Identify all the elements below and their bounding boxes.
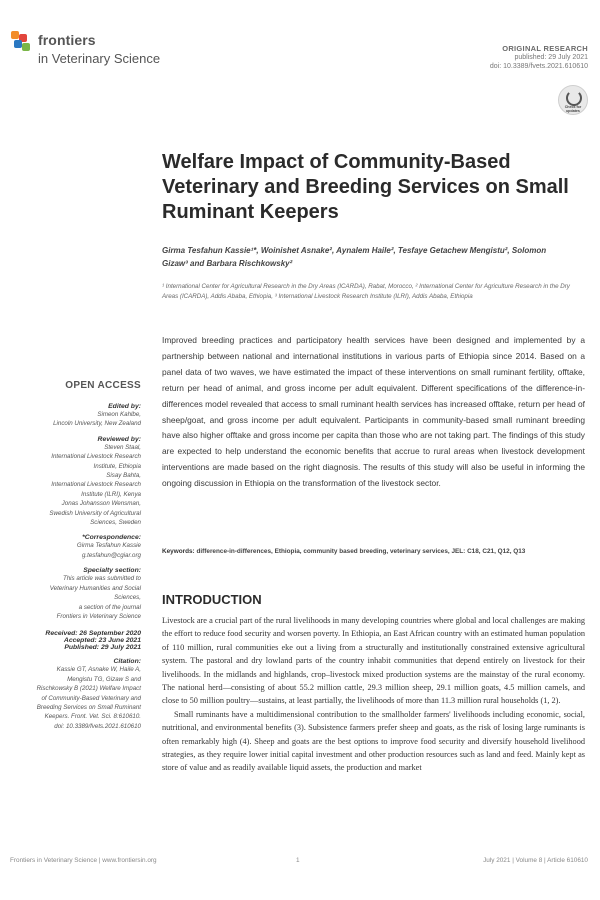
reviewer-line: Institute, Ethiopia xyxy=(93,462,141,470)
specialty-line: Veterinary Humanities and Social xyxy=(49,584,141,592)
specialty-line: Sciences, xyxy=(114,594,141,602)
paragraph: Livestock are a crucial part of the rural livelihoods in many developing countries where global and local challenges are making the effort to reduce food security and worsen poverty. In Ethiopia, an East African country with an estimated human population of 110 million, rural communities eke out a living from a structurally and institutionally constrained extensive agricultural system. The pastoral and dry lowland parts of the country inhabit communities that depend entirely on livestock for their livelihoods. In the midlands and highlands, crop–livestock mixed production systems are the mainstay of the rural economy. The national herd—consisting of about 55.2 million cattle, 29.3 million sheep, 29.1 million goats, 4.5 million camels, and close to 50 million poultry—sustains, at least partially, the livelihoods of more than 11.3 million rural households (1, 2). xyxy=(162,616,585,706)
reviewer-line: Institute (ILRI), Kenya xyxy=(81,490,141,498)
journal-logo xyxy=(10,30,210,72)
keywords-label: Keywords: xyxy=(162,548,195,555)
open-access-label: OPEN ACCESS xyxy=(65,380,141,391)
citation-line: Keepers. Front. Vet. Sci. 8:610610. xyxy=(44,713,141,721)
reviewer-line: Sciences, Sweden xyxy=(90,519,141,527)
citation-line: of Community-Based Veterinary and xyxy=(41,694,141,702)
reviewer-line: International Livestock Research xyxy=(51,453,141,461)
affiliations: ¹ International Center for Agricultural Research in the Dry Areas (ICARDA), Rabat, Morocco, ² International Center for Agriculture Research in the Dry Areas (ICARDA), Addis Ababa, Ethiopia, ³ International Livestock Research Institute (ILRI), Addis Ababa, Ethiopia xyxy=(162,283,570,300)
reviewed-by-heading: Reviewed by: xyxy=(97,435,141,443)
paragraph: Small ruminants have a multidimensional contribution to the smallholder farmers' livelihoods including economic, social, nutritional, and environmental benefits (3). Subsistence farmers prefer sheep and goats, as the risk of losing large ruminants is often remarkably high (4). Sheep and goats are the best options to improve food security and diversify household livelihood strategies, as they require lower initial capital investment and other production resources such as land and feed. Mainly kept as store of value and as readily available liquid assets, the production and market xyxy=(162,709,585,773)
editor-name: Simeon Kahlbe, xyxy=(97,411,141,418)
received-date: Received: 26 September 2020 xyxy=(45,630,141,638)
reviewer-line: Sisay Bahta, xyxy=(106,472,141,480)
check-for-updates-badge[interactable] xyxy=(558,85,588,115)
reviewer-line: Steven Staal, xyxy=(104,443,141,451)
correspondence-email[interactable]: g.tesfahun@cgiar.org xyxy=(81,551,141,559)
reviewer-line: Jonas Johansson Wensman, xyxy=(61,500,141,508)
correspondence-heading: *Correspondence: xyxy=(82,534,141,542)
sidebar xyxy=(10,380,141,731)
edited-by-heading: Edited by: xyxy=(108,403,141,410)
keywords-list: difference-in-differences, Ethiopia, community based breeding, veterinary services, JEL: C18, C21, Q12, Q13 xyxy=(196,548,526,555)
footer-journal[interactable]: Frontiers in Veterinary Science | www.frontiersin.org xyxy=(10,857,157,864)
reviewer-line: International Livestock Research xyxy=(51,481,141,489)
published-date-sidebar: Published: 29 July 2021 xyxy=(64,644,141,652)
citation-line: Rischkowsky B (2021) Welfare Impact xyxy=(36,685,141,693)
reviewer-line: Swedish University of Agricultural xyxy=(49,509,141,517)
abstract: Improved breeding practices and participatory health services have been designed and implemented by a partnership between national and international institutions in various parts of Ethiopia since 2014. Based on a panel data of two waves, we have estimated the impact of these interventions on small ruminant fertility, offtake, return per head of animal, and gross income per adult equivalent. Different specifications of the difference-in-differences model revealed that access to small ruminant health services has increased offtake, return per head of sheep/goat, and gross income per adult equivalent. Participants in community-based small ruminant breeding have also higher offtake and gross income per capita than those who are not taking part. The findings of this study are expected to help understand the economic benefits that accrue to rural areas when livestock development interventions are made based on the right diagnosis. The results of this study will also be useful in informing the ongoing discussion in Ethiopia on the transformation of the livestock sector. xyxy=(162,335,585,489)
specialty-line: This article was submitted to xyxy=(62,575,141,583)
citation-line: Kassie GT, Asnake W, Haile A, xyxy=(56,666,141,674)
keywords xyxy=(162,546,585,557)
article-type: ORIGINAL RESEARCH xyxy=(502,44,588,53)
published-date: published: 29 July 2021 xyxy=(514,54,588,61)
specialty-line: Frontiers in Veterinary Science xyxy=(56,612,141,620)
journal-name: in Veterinary Science xyxy=(38,51,161,66)
specialty-line: a section of the journal xyxy=(78,603,141,611)
section-heading: INTRODUCTION xyxy=(162,592,262,607)
footer-volume: July 2021 | Volume 8 | Article 610610 xyxy=(483,857,588,864)
editor-affiliation: Lincoln University, New Zealand xyxy=(53,420,141,428)
introduction-body xyxy=(162,614,585,775)
badge-label: Check for updates xyxy=(564,105,582,113)
frontiers-logo-icon xyxy=(10,30,34,54)
brand-name: frontiers xyxy=(38,32,96,48)
citation-heading: Citation: xyxy=(113,658,141,666)
article-meta xyxy=(368,44,588,71)
citation-line: Mengistu TG, Gizaw S and xyxy=(67,675,141,683)
correspondence-name: Girma Tesfahun Kassie xyxy=(76,542,141,550)
article-title: Welfare Impact of Community-Based Veterinary and Breeding Services on Small Ruminant Keepers xyxy=(162,151,569,223)
page-number: 1 xyxy=(296,857,300,864)
citation-doi[interactable]: doi: 10.3389/fvets.2021.610610 xyxy=(54,722,141,730)
accepted-date: Accepted: 23 June 2021 xyxy=(63,637,141,645)
refresh-icon xyxy=(566,90,582,106)
specialty-heading: Specialty section: xyxy=(83,567,141,575)
citation-line: Breeding Services on Small Ruminant xyxy=(36,703,141,711)
doi: doi: 10.3389/fvets.2021.610610 xyxy=(489,63,588,70)
author-list: Girma Tesfahun Kassie¹*, Woinishet Asnake², Aynalem Haile², Tesfaye Getachew Mengistu², Solomon Gizaw³ and Barbara Rischkowsky² xyxy=(162,246,547,268)
